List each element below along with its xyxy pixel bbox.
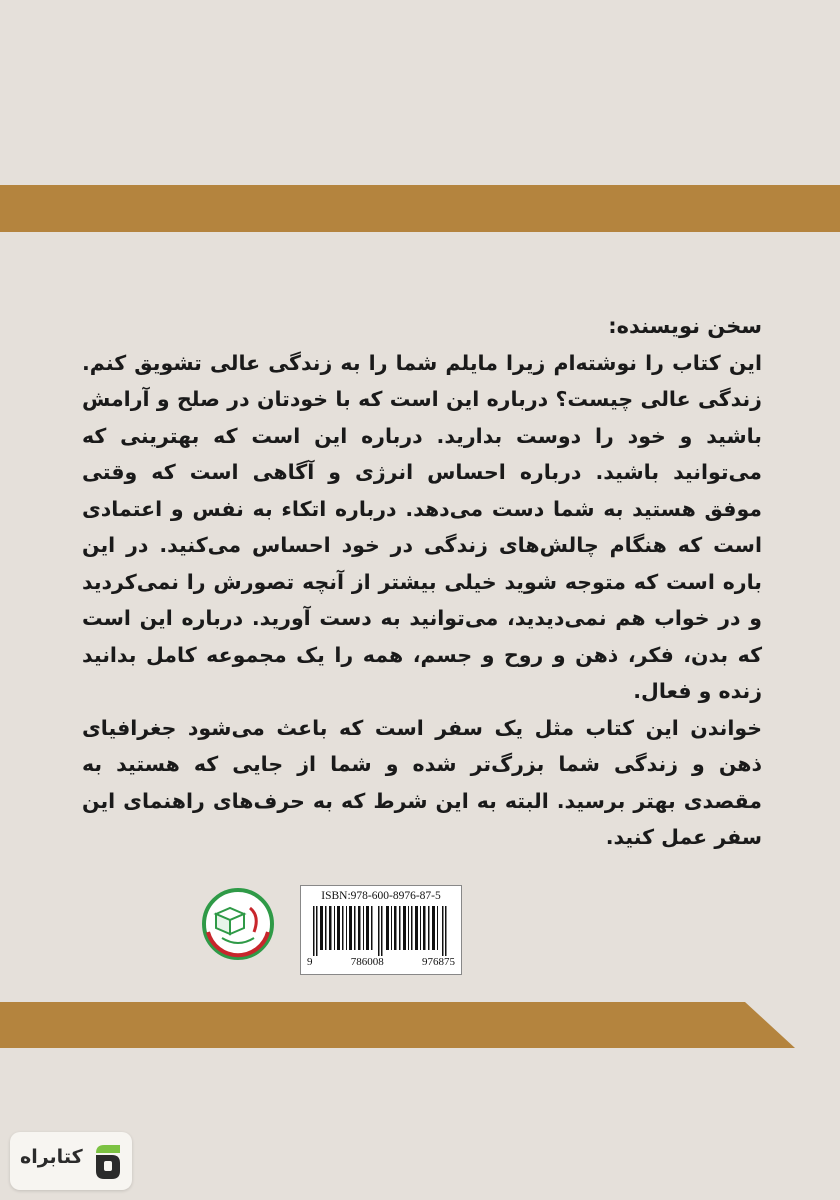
ketabrah-label: کتابراه (20, 1146, 83, 1168)
barcode-digit-group-2: 976875 (422, 956, 455, 968)
barcode-digits (307, 956, 455, 968)
book-icon (202, 888, 274, 960)
barcode-digit-group-1: 786008 (350, 956, 384, 968)
isbn-label: ISBN:978-600-8976-87-5 (321, 890, 441, 902)
publisher-logo (202, 888, 274, 960)
author-note-paragraph-1: این کتاب را نوشته‌ام زیرا مایلم شما را به زندگی عالی تشویق کنم. زندگی عالی چیست؟ درباره این است که با خودتان در صلح و آرامش باشید و خود را دوست بدارید. درباره این است که بهترینی که می‌توانید باشید. درباره احساس انرژی و آگاهی است که وقتی موفق هستید به شما دست می‌دهد. درباره اتکاء به نفس و اعتمادی است که هنگام چالش‌های زندگی در خود احساس می‌کنید. در این باره است که متوجه شوید خیلی بیشتر از آنچه تصورش را نمی‌کردید و در خواب هم نمی‌دیدید، می‌توانید به دست آورید. درباره این است که بدن، فکر، ذهن و روح و جسم، همه را یک مجموعه کامل بدانید زنده و فعال. (82, 350, 762, 703)
author-note (82, 308, 762, 856)
ketabrah-logo-icon (90, 1141, 126, 1181)
top-decorative-band (0, 185, 840, 232)
isbn-barcode (300, 885, 462, 975)
author-note-paragraph-2: خواندن این کتاب مثل یک سفر است که باعث می‌شود جغرافیای ذهن و زندگی شما بزرگ‌تر شده و شما از جایی که هستید به مقصدی بهتر برسید. البته به این شرط که به حرف‌های راهنمای این سفر عمل کنید. (82, 715, 762, 849)
bottom-decorative-band (0, 1002, 795, 1048)
ketabrah-watermark (10, 1132, 132, 1190)
barcode-digit-prefix: 9 (307, 956, 313, 968)
barcode-bars (311, 906, 451, 956)
author-note-heading: سخن نویسنده: (608, 314, 762, 338)
